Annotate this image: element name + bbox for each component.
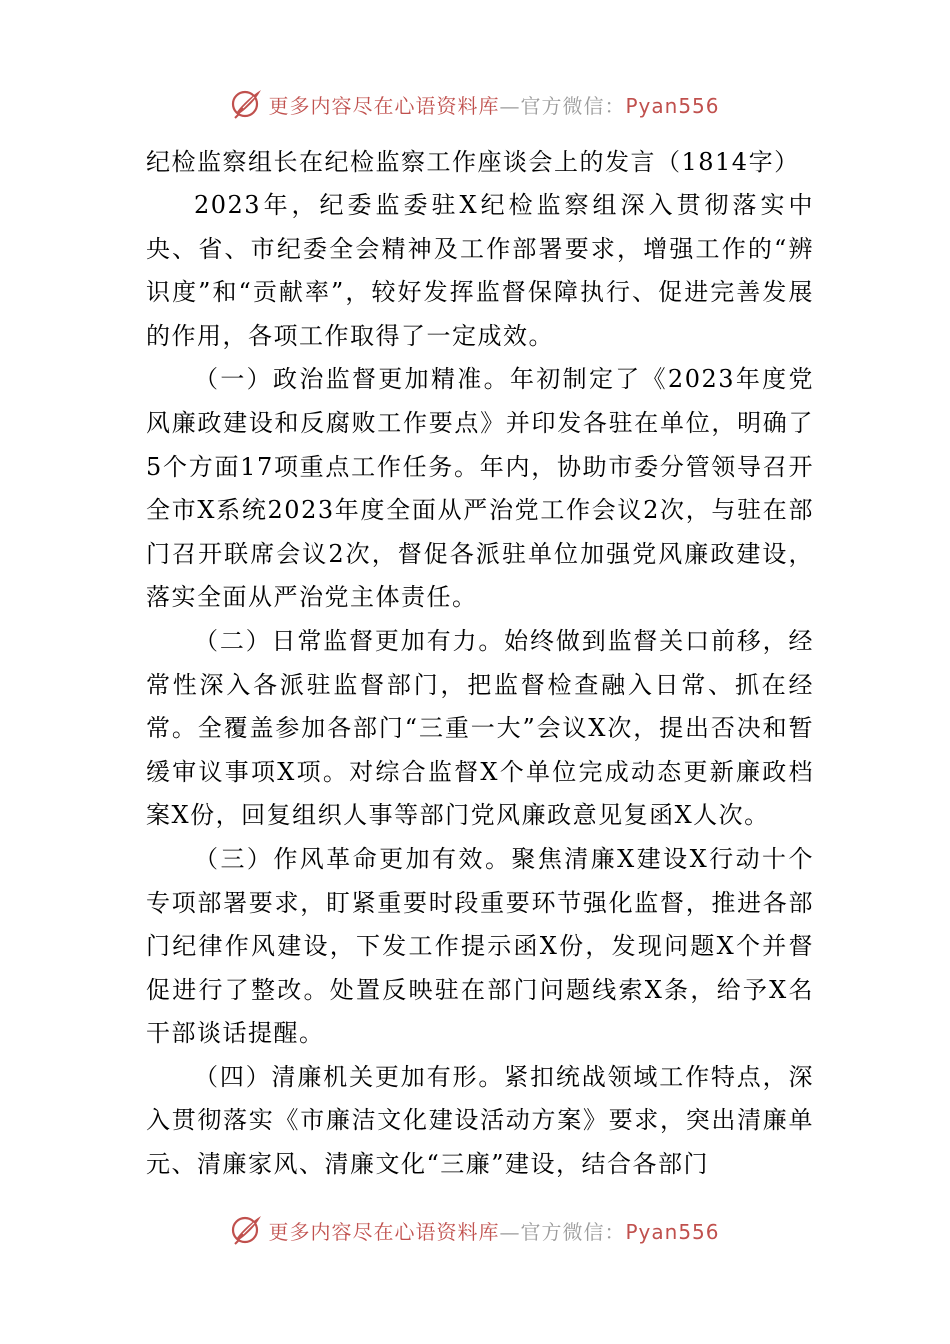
document-body [146,140,814,1187]
header-banner [0,84,950,124]
paragraph-work-style: （三）作风革命更加有效。聚焦清廉X建设X行动十个专项部署要求，盯紧重要时段重要环节强化监督，推进各部门纪律作风建设，下发工作提示函X份，发现问题X个并督促进行了整改。处置反映驻在部门问题线索X条，给予X名干部谈话提醒。 [146,844,814,1048]
banner-wechat-id: Pyan556 [625,1219,720,1244]
banner-wechat-id: Pyan556 [625,93,720,118]
quill-pen-logo-icon [230,87,264,121]
banner-text [268,90,719,119]
document-title: 纪检监察组长在纪检监察工作座谈会上的发言（1814字） [146,148,800,176]
banner-dash: — [499,1219,521,1244]
banner-wechat-label: 官方微信： [520,1219,626,1244]
paragraph-clean-organs: （四）清廉机关更加有形。紧扣统战领域工作特点，深入贯彻落实《市廉洁文化建设活动方案》要求，突出清廉单元、清廉家风、清廉文化“三廉”建设，结合各部门 [146,1062,814,1179]
footer-banner [0,1210,950,1250]
banner-wechat-label: 官方微信： [520,93,626,118]
banner-text [268,1216,719,1245]
banner-site-name: 更多内容尽在心语资料库 [268,1219,500,1244]
quill-pen-logo-icon [230,1213,264,1247]
paragraph-intro: 2023年，纪委监委驻X纪检监察组深入贯彻落实中央、省、市纪委全会精神及工作部署要求，增强工作的“辨识度”和“贡献率”，较好发挥监督保障执行、促进完善发展的作用，各项工作取得了一定成效。 [146,191,814,350]
banner-dash: — [499,93,521,118]
banner-site-name: 更多内容尽在心语资料库 [268,93,500,118]
paragraph-political-supervision: （一）政治监督更加精准。年初制定了《2023年度党风廉政建设和反腐败工作要点》并印发各驻在单位，明确了5个方面17项重点工作任务。年内，协助市委分管领导召开全市X系统2023年度全面从严治党工作会议2次，与驻在部门召开联席会议2次，督促各派驻单位加强党风廉政建设，落实全面从严治党主体责任。 [146,365,814,612]
paragraph-daily-supervision: （二）日常监督更加有力。始终做到监督关口前移，经常性深入各派驻监督部门，把监督检查融入日常、抓在经常。全覆盖参加各部门“三重一大”会议X次，提出否决和暂缓审议事项X项。对综合监督X个单位完成动态更新廉政档案X份，回复组织人事等部门党风廉政意见复函X人次。 [146,626,814,830]
